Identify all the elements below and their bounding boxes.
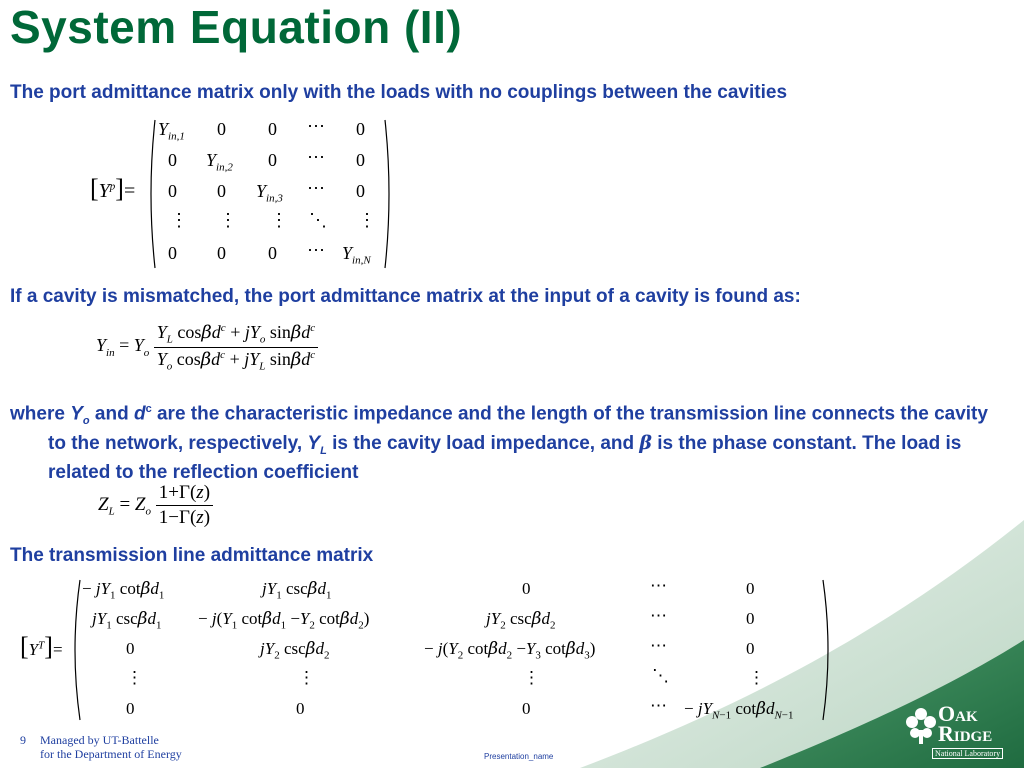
matrix-yt-cell: − $jY_{N-1}$ cotβd$_{N-1}$	[684, 699, 794, 722]
matrix-yp-cell: ⋮	[219, 210, 237, 230]
equation-zl-fraction: $\frac{1+\Gamma(z)}{1-\Gamma(z)}$	[156, 482, 213, 529]
matrix-yp-cell: $Y_{in,2}$	[206, 150, 233, 174]
matrix-yp-cell: 0	[356, 119, 365, 139]
matrix-yt-cell: 0	[296, 699, 305, 718]
matrix-yt-cell: $jY_1$ cscβd$_1$	[262, 579, 332, 602]
equation-yin: $Y_{in} = Y_o$ $\frac{Y_L \cos\beta d^c + jY_o \sin\beta d^c}{Y_o \cos\beta d^c + jY_L \sin\beta d^c}$	[96, 322, 318, 372]
matrix-yp-cell: 0	[217, 181, 226, 201]
matrix-yt-cell: $jY_1$ cscβd$_1$	[92, 609, 162, 632]
matrix-yt-cell: $jY_2$ cscβd$_2$	[486, 609, 556, 632]
matrix-yt-cell: ⋮	[523, 668, 540, 687]
page-number: 9	[20, 733, 26, 747]
matrix-yt-cell: 0	[126, 639, 135, 658]
matrix-yp-cell: 0	[168, 243, 177, 263]
matrix-yp-cell: 0	[217, 119, 226, 139]
presentation-name: Presentation_name	[484, 752, 554, 761]
matrix-yp-cell: 0	[168, 150, 177, 170]
matrix-yt-lhs: $[Y^T]=$	[20, 632, 63, 661]
matrix-yp-cell: 0	[268, 243, 277, 263]
matrix-yt-cell: 0	[746, 639, 755, 658]
matrix-yp-cell: ⋯	[307, 116, 325, 136]
ornl-logo	[900, 700, 1020, 764]
paragraph-where: where $Y_o$ and $d^c$ are the characteristic impedance and the length of the transmission line connects the cavity to the network, respectively, $Y_L$ is the cavity load impedance, and β is the phase constant. The load is related to the reflection coefficient	[10, 403, 988, 483]
matrix-yt-cell: 0	[522, 579, 531, 598]
matrix-yp-lhs: $[Y^p]=$	[90, 174, 136, 203]
matrix-yt-cell: ⋯	[650, 576, 667, 595]
matrix-yp-cell: 0	[356, 150, 365, 170]
slide-title: System Equation (II)	[10, 1, 463, 53]
matrix-yp-cell: ⋯	[307, 240, 325, 260]
paragraph-transmission-line: The transmission line admittance matrix	[10, 545, 374, 566]
matrix-yp-cell: ⋯	[307, 178, 325, 198]
matrix-yp-cell: ⋮	[170, 210, 188, 230]
matrix-yp-cell: $Y_{in,1}$	[158, 119, 185, 143]
paragraph-port-admittance: The port admittance matrix only with the loads with no couplings between the cavities	[10, 82, 788, 103]
matrix-yt-cell: 0	[126, 699, 135, 718]
matrix-yp-cell: 0	[268, 119, 277, 139]
matrix-yt-cell: 0	[746, 579, 755, 598]
matrix-yt-cell: ⋯	[650, 606, 667, 625]
matrix-yp-cell: 0	[268, 150, 277, 170]
matrix-yt-cell: − $j(Y_1$ $\cot\beta d_1 -Y_2$ cotβd$_2$)	[198, 609, 370, 632]
matrix-yt-cell: ⋮	[298, 668, 315, 687]
matrix-yt-cell: $jY_2$ cscβd$_2$	[260, 639, 330, 662]
matrix-yp-cell: ⋯	[307, 147, 325, 167]
matrix-yt-cell: ⋮	[748, 668, 765, 687]
matrix-yp-cell: 0	[168, 181, 177, 201]
logo-oak: Oak	[938, 701, 978, 726]
matrix-yp	[90, 116, 400, 272]
equation-yin-fraction: $\frac{Y_L \cos\beta d^c + jY_o \sin\beta d^c}{Y_o \cos\beta d^c + jY_L \sin\beta d^c}$	[154, 322, 318, 372]
equation-zl: $Z_L = Z_o$ $\frac{1+\Gamma(z)}{1-\Gamma(z)}$	[98, 482, 213, 529]
paragraph-mismatched: If a cavity is mismatched, the port admittance matrix at the input of a cavity is found as:	[10, 286, 801, 307]
matrix-yt-cell: ⋯	[650, 636, 667, 655]
matrix-yt-cell: − $j(Y_2$ $\cot\beta d_2 -Y_3$ cotβd$_3$)	[424, 639, 596, 662]
logo-national-laboratory: National Laboratory	[932, 748, 1003, 759]
matrix-yp-cell: $Y_{in,3}$	[256, 181, 283, 205]
matrix-yp-cell: $Y_{in,N}$	[342, 243, 371, 267]
matrix-yt-cell: ⋱	[652, 666, 669, 685]
matrix-yt-cell: − $jY_1$ cotβd$_1$	[82, 579, 165, 602]
logo-ridge: Ridge	[938, 721, 993, 746]
matrix-yt	[20, 576, 840, 724]
tree-leaf-icon	[904, 706, 938, 746]
matrix-yp-cell: ⋮	[270, 210, 288, 230]
footer-managed-by: Managed by UT-Battelle for the Department of Energy	[40, 733, 182, 761]
matrix-yp-cell: ⋮	[358, 210, 376, 230]
matrix-yt-cell: ⋯	[650, 696, 667, 715]
matrix-yp-cell: 0	[217, 243, 226, 263]
matrix-yp-cell: ⋱	[309, 210, 327, 230]
matrix-yt-cell: 0	[746, 609, 755, 628]
matrix-yt-cell: 0	[522, 699, 531, 718]
matrix-yt-cell: ⋮	[126, 668, 143, 687]
matrix-yp-cell: 0	[356, 181, 365, 201]
